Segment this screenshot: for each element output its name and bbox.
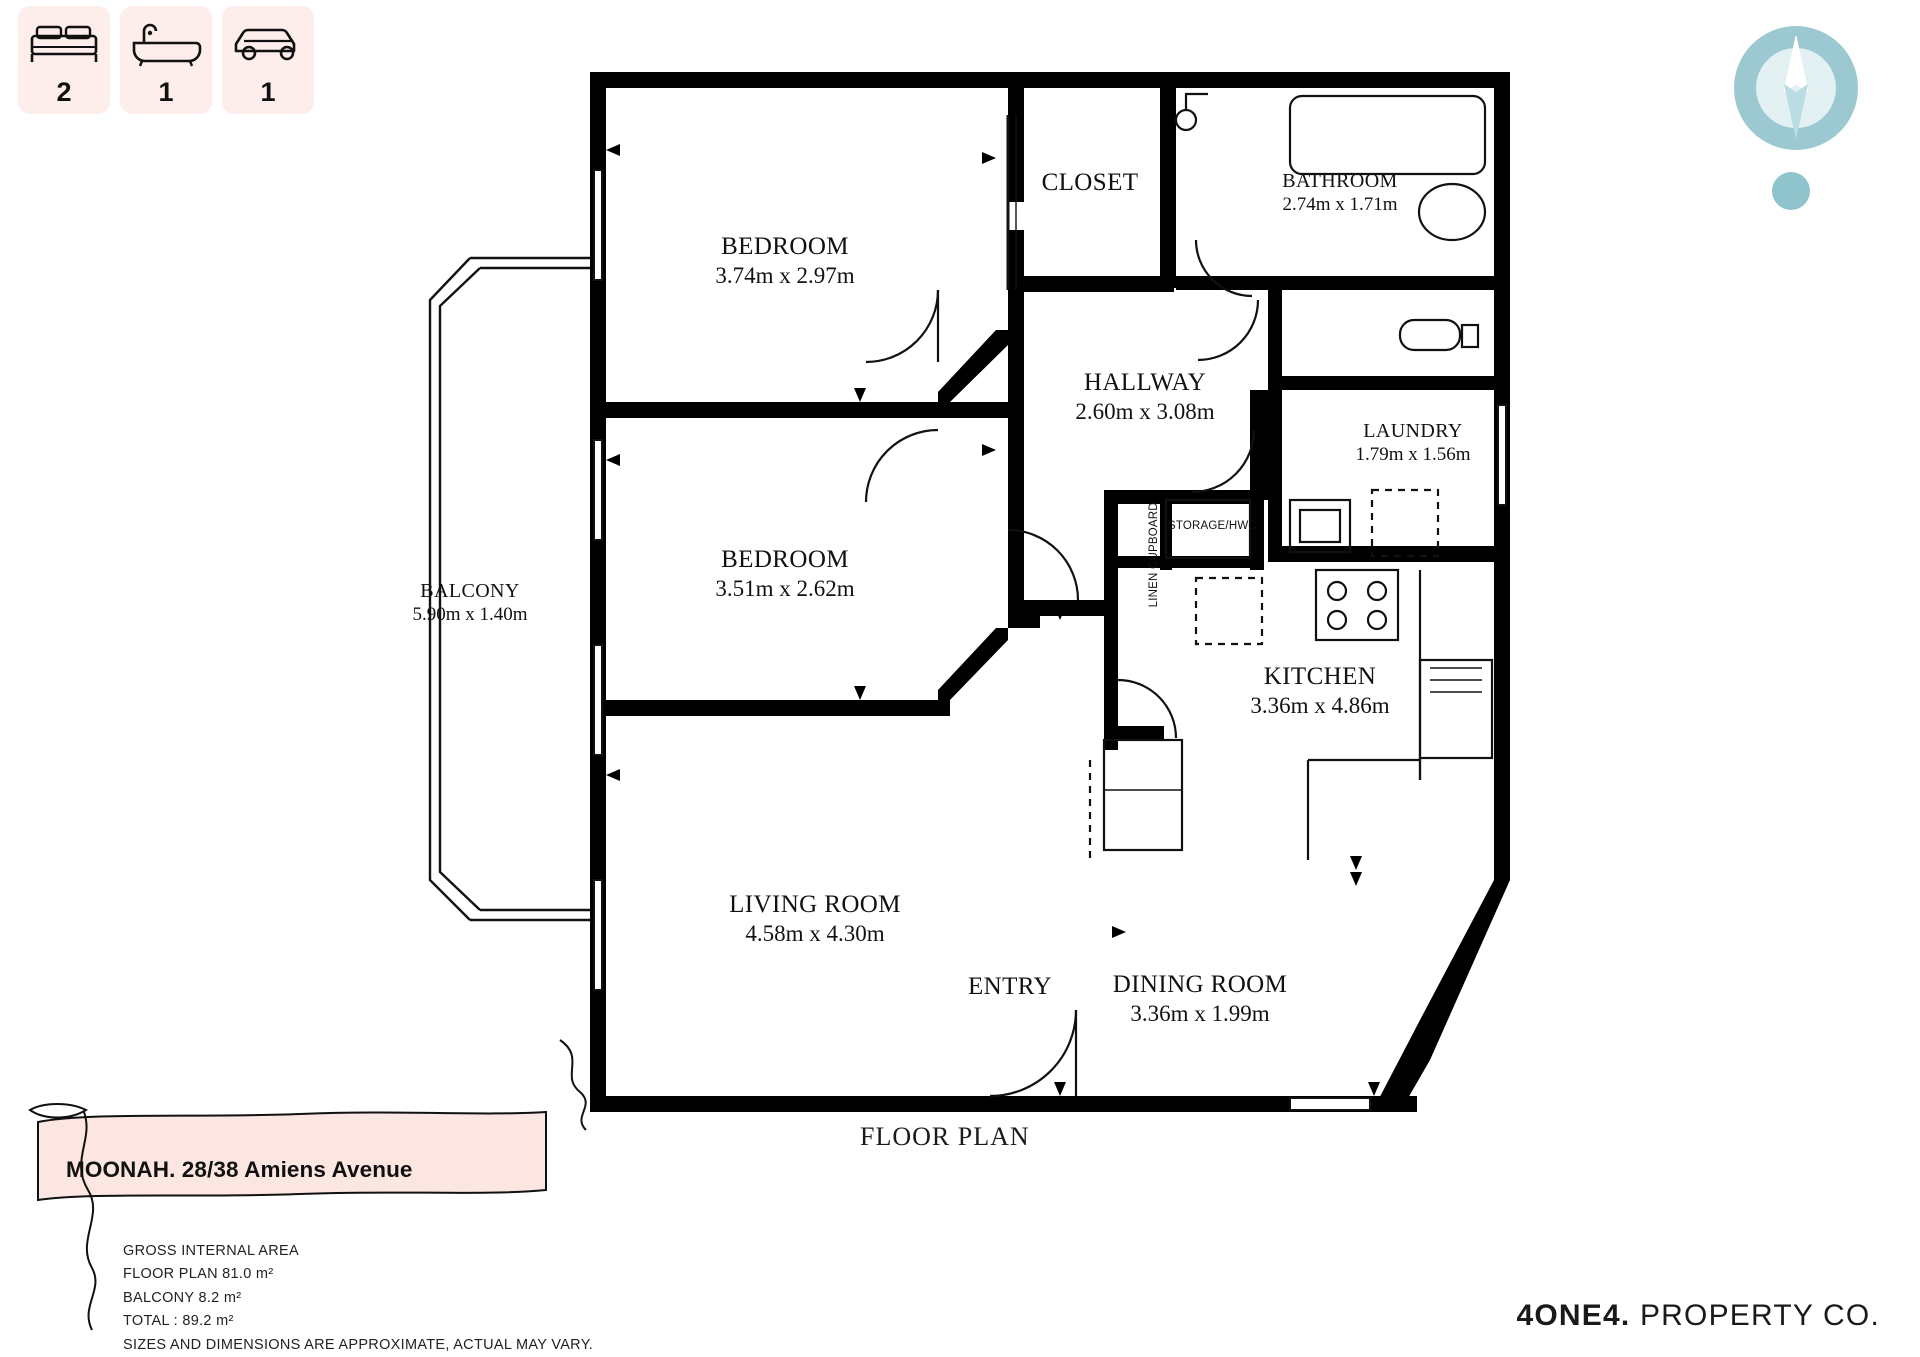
room-label-bedroom-2: BEDROOM 3.51m x 2.62m [715,546,855,601]
notes-floorplan-area: FLOOR PLAN 81.0 m² [123,1266,274,1283]
toilet-icon [1400,320,1460,350]
room-label-bathroom: BATHROOM 2.74m x 1.71m [1282,170,1398,215]
room-label-living-room: LIVING ROOM 4.58m x 4.30m [729,891,901,946]
room-label-hallway: HALLWAY 2.60m x 3.08m [1075,369,1215,424]
room-label-dining-room: DINING ROOM 3.36m x 1.99m [1112,971,1288,1026]
area-notes [123,1240,593,1357]
badge-carspaces-count: 1 [260,77,276,107]
brand-logo [1517,1299,1880,1333]
room-label-kitchen: KITCHEN 3.36m x 4.86m [1250,663,1390,718]
room-label-storage-hwc: STORAGE/HWC [1168,520,1257,532]
shower-icon [1176,110,1196,130]
door-laundry [1192,430,1254,492]
door-hall-1 [866,430,938,502]
notes-balcony-area: BALCONY 8.2 m² [123,1289,242,1306]
room-label-balcony: BALCONY 5.90m x 1.40m [412,580,528,625]
notes-disclaimer: SIZES AND DIMENSIONS ARE APPROXIMATE, ACTUAL MAY VARY. [123,1336,594,1353]
room-label-laundry: LAUNDRY 1.79m x 1.56m [1355,420,1471,465]
door-toilet [1198,300,1258,360]
notes-total-area: TOTAL : 89.2 m² [123,1313,234,1330]
appliance-outline [1196,578,1262,644]
room-label-closet: CLOSET [1041,169,1139,196]
room-label-entry: ENTRY [968,973,1052,1000]
badge-bathrooms-count: 1 [158,77,174,107]
badge-bedrooms-count: 2 [56,77,72,107]
room-label-bedroom-1: BEDROOM 3.74m x 2.97m [715,233,855,288]
bench-icon [1104,740,1182,850]
brand-name-part2: PROPERTY CO. [1630,1299,1880,1332]
property-address-banner: MOONAH. 28/38 Amiens Avenue [66,1157,413,1182]
compass-north-label: N [1789,65,1803,84]
brand-name-part1: 4ONE4. [1516,1299,1631,1332]
bathtub-icon [1290,96,1485,174]
floor-plan-title: FLOOR PLAN [860,1122,1030,1151]
cooktop-icon [1316,570,1398,640]
notes-heading: GROSS INTERNAL AREA [123,1243,299,1259]
room-label-linen-cupboard: LINEN CUPBOARD [1148,502,1161,608]
door-bedroom1 [866,290,938,362]
